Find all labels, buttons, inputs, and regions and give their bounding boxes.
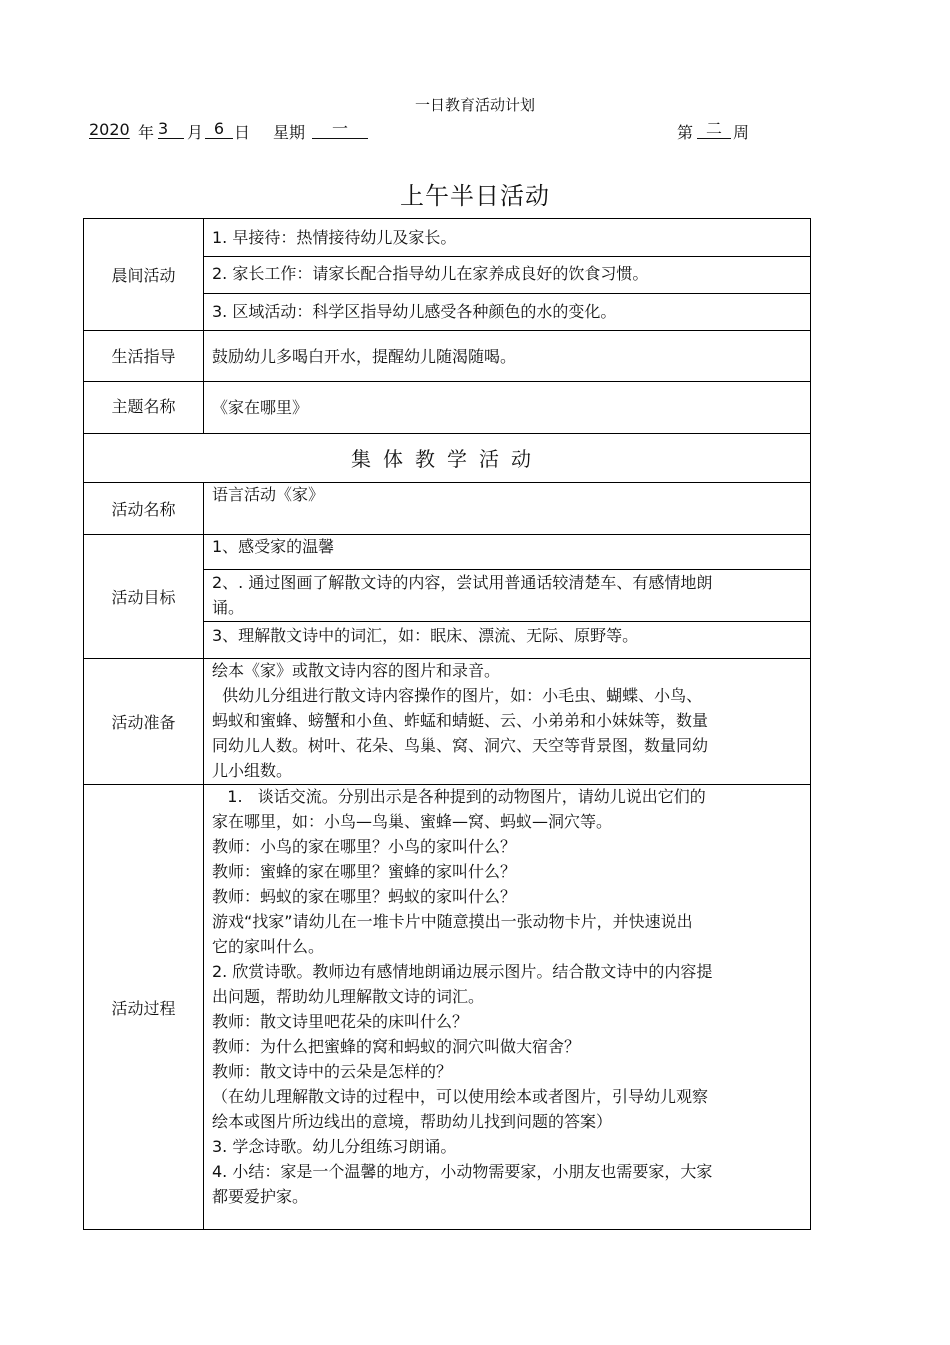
life-label: 生活指导 [111,347,176,366]
row-line-banner [83,433,811,434]
column-divider-bottom [203,482,204,1230]
week-blank [697,120,731,139]
goal-item-2: 2、. 通过图画了解散文诗的内容，尝试用普通话较清楚车、有感情地朗 诵。 [212,573,713,617]
date-line [89,120,789,142]
weekday-value: 一 [331,119,348,138]
process-label: 活动过程 [111,998,176,1018]
date-day-blank [205,120,233,139]
date-month-blank [158,120,184,139]
date-day-unit: 日 [234,123,251,142]
process-text: 1. 谈话交流。分别出示是各种提到的动物图片，请幼儿说出它们的 家在哪里，如：小鸟—鸟巢、蜜蜂—窝、蚂蚁—洞穴等。 教师：小鸟的家在哪里？小鸟的家叫什么？ 教师：蜜蜂的家在哪里？蜜蜂的家叫什么？ 教师：蚂蚁的家在哪里？蚂蚁的家叫什么？ 游戏“找家”请幼儿在一堆卡片中随意摸出一张动物卡片，并快速说出 它的家叫什么。 2. 欣赏诗歌。教师边有感情地朗诵边展示图片。结合散文诗中的内容提 出问题，帮助幼儿理解散文诗的词汇。 教师：散文诗里吧花朵的床叫什么？ 教师：为什么把蜜蜂的窝和蚂蚁的洞穴叫做大宿舍？ 教师：散文诗中的云朵是怎样的？ （在幼儿理解散文诗的过程中，可以使用绘本或者图片，引导幼儿观察 绘本或图片所边线出的意境，帮助幼儿找到问题的答案） 3. 学念诗歌。幼儿分组练习朗诵。 4. 小结：家是一个温馨的地方，小动物需要家，小朋友也需要家，大家 都要爱护家。 [212,787,713,1206]
goals-subrow-line-2 [203,621,811,622]
date-month-unit: 月 [187,123,204,142]
week-prefix: 第 [677,123,694,142]
section-title: 上午半日活动 [400,182,550,210]
morning-item-2: 2. 家长工作：请家长配合指导幼儿在家养成良好的饮食习惯。 [212,264,649,283]
activity-name-label: 活动名称 [111,499,176,519]
theme-text: 《家在哪里》 [212,398,309,417]
group-activity-banner: 集体教学活动 [351,447,543,471]
date-year-unit: 年 [138,123,155,142]
date-day: 6 [213,119,225,138]
morning-item-3: 3. 区域活动：科学区指导幼儿感受各种颜色的水的变化。 [212,302,617,321]
date-month: 3 [158,119,169,138]
life-text: 鼓励幼儿多喝白开水，提醒幼儿随渴随喝。 [212,347,517,366]
morning-label: 晨间活动 [111,265,176,285]
week-suffix: 周 [733,123,750,142]
document-title: 一日教育活动计划 [414,96,535,114]
activity-name-text: 语言活动《家》 [212,485,325,504]
prep-text: 绘本《家》或散文诗内容的图片和录音。 供幼儿分组进行散文诗内容操作的图片，如：小毛虫、蝴蝶、小鸟、 蚂蚁和蜜蜂、螃蟹和小鱼、蚱蜢和蜻蜓、云、小弟弟和小妹妹等，数量 同幼儿人数。树叶、花朵、鸟巢、窝、洞穴、天空等背景图，数量同幼 儿小组数。 [212,661,709,780]
date-year: 2020 [89,120,130,139]
weekday-label: 星期 [273,123,306,142]
weekday-blank [312,120,368,139]
prep-label: 活动准备 [111,712,176,732]
column-divider-top [203,218,204,433]
morning-item-1: 1. 早接待：热情接待幼儿及家长。 [212,228,457,247]
morning-subrow-line-2 [203,293,811,294]
week-value: 二 [705,119,722,138]
goals-label: 活动目标 [111,587,176,607]
theme-label: 主题名称 [111,396,176,416]
goal-item-3: 3、理解散文诗中的词汇，如：眠床、漂流、无际、原野等。 [212,626,639,645]
morning-subrow-line-1 [203,256,811,257]
goal-item-1: 1、感受家的温馨 [212,537,335,556]
